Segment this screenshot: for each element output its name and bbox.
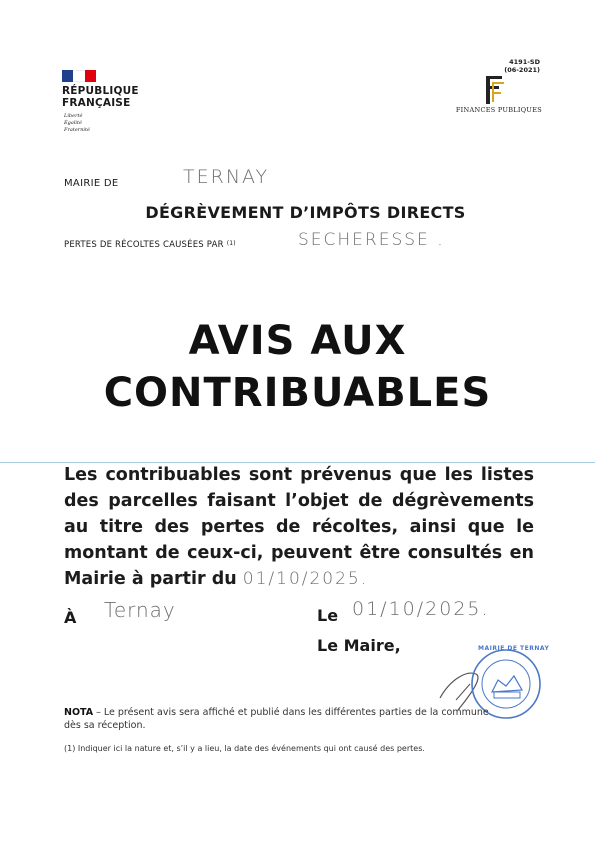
motto-liberte: Liberté (64, 113, 83, 119)
place-label: À (64, 608, 77, 627)
nota-text: – Le présent avis sera affiché et publié dans les différentes parties de la commune dès sa réception. (64, 707, 489, 731)
form-code-date: (06-2021) (504, 66, 540, 74)
nota (64, 706, 504, 732)
finances-publiques-label: FINANCES PUBLIQUES (455, 106, 542, 114)
republic-motto (64, 113, 90, 134)
stamp-text: MAIRIE DE TERNAY (478, 645, 550, 652)
finances-publiques-logo-icon (480, 70, 508, 108)
notice-body-text: Les contribuables sont prévenus que les listes des parcelles faisant l’objet de dégrèvements au titre des pertes de récoltes, ainsi que le montant de ceux-ci, peuvent être consultés en Mairie à partir du (64, 465, 534, 589)
motto-fraternite: Fraternité (64, 127, 90, 133)
pertes-label: PERTES DE RÉCOLTES CAUSÉES PAR (64, 240, 224, 250)
pertes-line (64, 240, 236, 250)
republic-line1: RÉPUBLIQUE (62, 85, 139, 97)
avis-heading (40, 315, 555, 419)
republic-line2: FRANÇAISE (62, 97, 131, 109)
republique-francaise-title (62, 85, 139, 109)
avis-line1: AVIS AUX (188, 318, 407, 364)
pertes-note-ref: (1) (226, 240, 236, 247)
avis-line2: CONTRIBUABLES (103, 370, 492, 416)
nota-label: NOTA (64, 707, 94, 718)
notice-body (64, 462, 534, 592)
footnote: (1) Indiquer ici la nature et, s’il y a lieu, la date des événements qui ont causé des pertes. (64, 744, 425, 753)
mairie-name-handwritten: TERNAY (183, 166, 270, 188)
pertes-cause-handwritten: SECHERESSE . (298, 230, 445, 250)
maire-label: Le Maire, (317, 636, 401, 655)
signature-date-handwritten: 01/10/2025. (352, 598, 490, 620)
date-label: Le (317, 606, 339, 625)
form-code-number: 4191-SD (509, 58, 540, 66)
mairie-label: MAIRIE DE (64, 178, 119, 189)
motto-egalite: Égalité (64, 120, 82, 126)
place-handwritten: Ternay (104, 598, 176, 622)
consultation-date-handwritten: 01/10/2025. (242, 569, 369, 589)
document-title: DÉGRÈVEMENT D’IMPÔTS DIRECTS (145, 203, 466, 222)
marianne-flag-logo (62, 70, 96, 82)
